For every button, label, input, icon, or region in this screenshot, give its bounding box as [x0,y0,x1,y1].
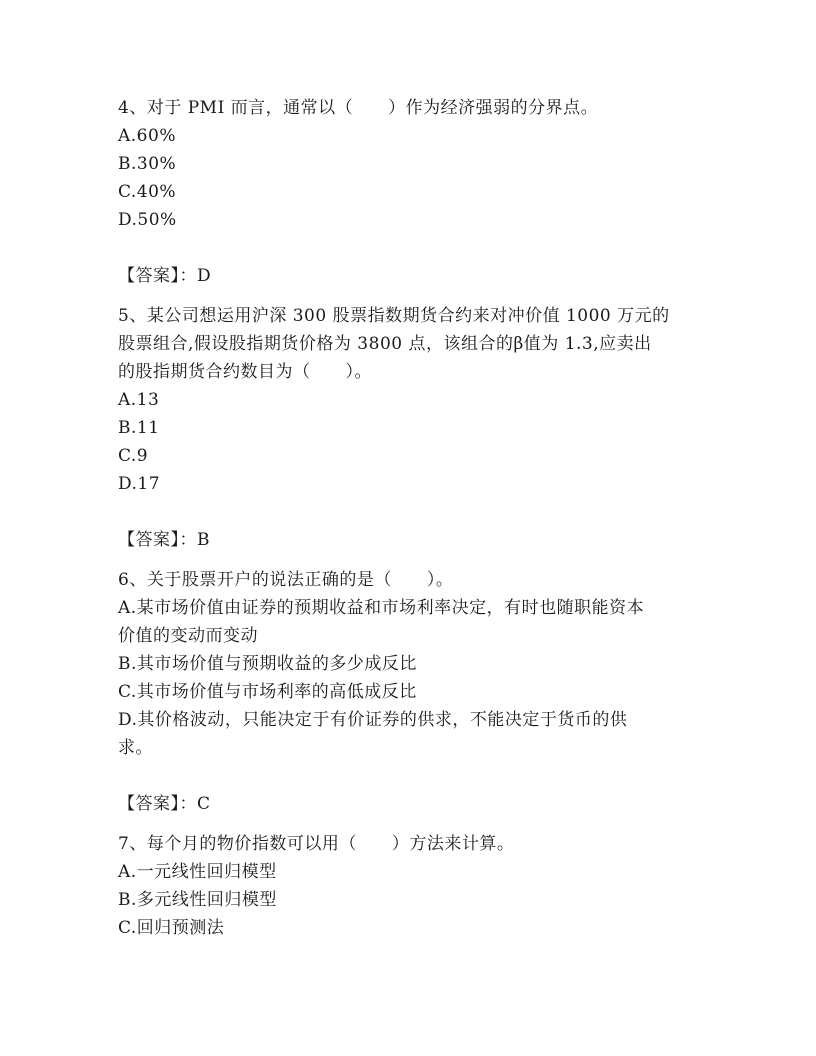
question-stem-line: 6、关于股票开户的说法正确的是（ ）。 [118,570,454,590]
option-c: C.回归预测法 [118,918,225,938]
option-a: A.一元线性回归模型 [118,862,277,882]
option-b: B.其市场价值与预期收益的多少成反比 [118,654,417,674]
option-a: A.13 [118,390,160,410]
option-c: C.其市场价值与市场利率的高低成反比 [118,682,417,702]
question-stem-line: 股票组合,假设股指期货价格为 3800 点，该组合的β值为 1.3,应卖出 [118,334,652,354]
question-stem-line: 5、某公司想运用沪深 300 股票指数期货合约来对冲价值 1000 万元的 [118,306,670,326]
question-stem-line: 7、每个月的物价指数可以用（ ）方法来计算。 [118,834,515,854]
question-5 [118,302,708,498]
question-4 [118,94,708,234]
option-a: A.某市场价值由证券的预期收益和市场利率决定，有时也随职能资本 [118,598,645,618]
option-d-continued: 求。 [118,738,153,758]
option-a-continued: 价值的变动而变动 [118,626,258,646]
option-b: B.多元线性回归模型 [118,890,277,910]
question-stem-line: 的股指期货合约数目为（ ）。 [118,362,372,382]
option-b: B.30% [118,154,177,174]
option-d: D.其价格波动，只能决定于有价证券的供求，不能决定于货币的供 [118,710,628,730]
question-6 [118,566,708,762]
answer-4: 【答案】：D [118,266,212,286]
question-7 [118,830,708,942]
option-a: A.60% [118,126,176,146]
option-d: D.50% [118,210,177,230]
question-stem-line: 4、对于 PMI 而言，通常以（ ）作为经济强弱的分界点。 [118,98,599,118]
option-c: C.9 [118,446,149,466]
option-b: B.11 [118,418,160,438]
option-c: C.40% [118,182,177,202]
option-d: D.17 [118,474,161,494]
answer-6: 【答案】：C [118,794,211,814]
answer-5: 【答案】：B [118,530,210,550]
document-page [118,94,708,942]
